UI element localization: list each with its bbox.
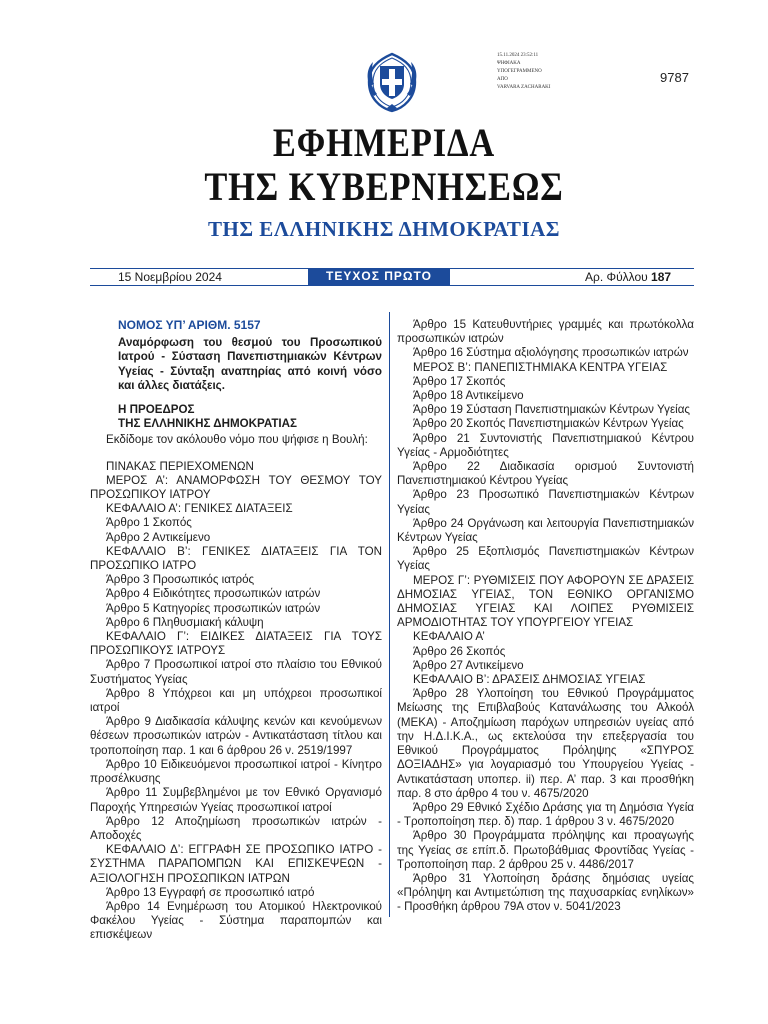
- toc-entry: Άρθρο 2 Αντικείμενο: [106, 530, 211, 544]
- toc-entry: Άρθρο 29 Εθνικό Σχέδιο Δράσης για τη Δημόσια Υγεία - Τροποποίηση περ. δ) παρ. 1 άρθρου 3 ν. 4675/2020: [397, 800, 694, 829]
- toc-entry: Άρθρο 17 Σκοπός: [413, 374, 506, 388]
- toc-entry: ΚΕΦΑΛΑΙΟ Α’: [413, 630, 485, 644]
- toc-entry: Άρθρο 31 Υλοποίηση δράσης δημόσιας υγείας «Πρόληψη και Αντιμετώπιση της παχυσαρκίας ενηλίκων» - Προσθήκη άρθρου 79Α στον ν. 5041/2023: [397, 871, 694, 914]
- toc-entry: Άρθρο 5 Κατηγορίες προσωπικών ιατρών: [106, 601, 321, 615]
- gazette-subtitle: ΤΗΣ ΕΛΛΗΝΙΚΗΣ ΔΗΜΟΚΡΑΤΙΑΣ: [207, 217, 561, 241]
- sheet-number-label: Αρ. Φύλλου: [585, 270, 648, 284]
- toc-entry: ΜΕΡΟΣ Γ’: ΡΥΘΜΙΣΕΙΣ ΠΟΥ ΑΦΟΡΟΥΝ ΣΕ ΔΡΑΣΕΙΣ ΔΗΜΟΣΙΑΣ ΥΓΕΙΑΣ, ΤΟΝ ΕΘΝΙΚΟ ΟΡΓΑΝΙΣΜΟ ΔΗΜΟΣΙΑΣ ΥΓΕΙΑΣ ΚΑΙ ΛΟΙΠΕΣ ΡΥΘΜΙΣΕΙΣ ΑΡΜΟΔΙΟΤΗΤΑΣ ΤΟΥ ΥΠΟΥΡΓΕΙΟΥ ΥΓΕΙΑΣ: [397, 573, 694, 630]
- toc-heading: ΠΙΝΑΚΑΣ ΠΕΡΙΕΧΟΜΕΝΩΝ: [106, 459, 254, 473]
- law-number: ΝΟΜΟΣ ΥΠ’ ΑΡΙΘΜ. 5157: [118, 318, 261, 332]
- issue-date: 15 Νοεμβρίου 2024: [118, 270, 222, 284]
- enactment-clause: Εκδίδομε τον ακόλουθο νόμο που ψήφισε η Βουλή:: [106, 433, 368, 447]
- toc-entry: ΚΕΦΑΛΑΙΟ Δ’: ΕΓΓΡΑΦΗ ΣΕ ΠΡΟΣΩΠΙΚΟ ΙΑΤΡΟ - ΣΥΣΤΗΜΑ ΠΑΡΑΠΟΜΠΩΝ ΚΑΙ ΕΠΙΣΚΕΨΕΩΝ - ΑΞΙΟΛΟΓΗΣΗ ΠΡΟΣΩΠΙΚΩΝ ΙΑΤΡΩΝ: [90, 843, 382, 885]
- toc-entry: ΜΕΡΟΣ Β’: ΠΑΝΕΠΙΣΤΗΜΙΑΚΑ ΚΕΝΤΡΑ ΥΓΕΙΑΣ: [413, 360, 668, 374]
- toc-entry: Άρθρο 15 Κατευθυντήριες γραμμές και πρωτόκολλα προσωπικών ιατρών: [397, 318, 694, 346]
- stamp-line: ΨΗΦΙΑΚΑ: [497, 61, 521, 66]
- toc-entry: ΚΕΦΑΛΑΙΟ Α’: ΓΕΝΙΚΕΣ ΔΙΑΤΑΞΕΙΣ: [106, 502, 293, 516]
- stamp-line: ΑΠΟ: [497, 77, 508, 82]
- stamp-line: VARVARA ZACHARAKI: [497, 85, 551, 90]
- president-heading-line2: ΤΗΣ ΕΛΛΗΝΙΚΗΣ ΔΗΜΟΚΡΑΤΙΑΣ: [118, 417, 297, 431]
- toc-entry: Άρθρο 11 Συμβεβλημένοι με τον Εθνικό Οργανισμό Παροχής Υπηρεσιών Υγείας προσωπικοί ιατροί: [90, 786, 382, 814]
- law-title: Αναμόρφωση του θεσμού του Προσωπικού Ιατρού - Σύσταση Πανεπιστημιακών Κέντρων Υγείας - Σύνταξη αναπηρίας από κοινή νόσο και άλλες διατάξεις.: [118, 336, 382, 392]
- toc-entry: Άρθρο 21 Συντονιστής Πανεπιστημιακού Κέντρου Υγείας - Αρμοδιότητες: [397, 431, 694, 459]
- toc-entry: Άρθρο 7 Προσωπικοί ιατροί στο πλαίσιο του Εθνικού Συστήματος Υγείας: [90, 658, 382, 686]
- toc-entry: Άρθρο 16 Σύστημα αξιολόγησης προσωπικών ιατρών: [413, 346, 689, 360]
- toc-entry: Άρθρο 13 Εγγραφή σε προσωπικό ιατρό: [106, 885, 315, 899]
- toc-entry: Άρθρο 14 Ενημέρωση του Ατομικού Ηλεκτρονικού Φακέλου Υγείας - Σύστημα παραπομπών και επισκέψεων: [90, 899, 382, 942]
- issue-bar-bottom-rule: [90, 285, 694, 286]
- toc-entry: Άρθρο 27 Αντικείμενο: [413, 658, 524, 672]
- toc-entry: Άρθρο 24 Οργάνωση και λειτουργία Πανεπιστημιακών Κέντρων Υγείας: [397, 516, 694, 545]
- gazette-title-line2: ΤΗΣ ΚΥΒΕΡΝΗΣΕΩΣ: [204, 164, 564, 209]
- toc-entry: Άρθρο 8 Υπόχρεοι και μη υπόχρεοι προσωπικοί ιατροί: [90, 686, 382, 715]
- toc-entry: ΚΕΦΑΛΑΙΟ Β’: ΓΕΝΙΚΕΣ ΔΙΑΤΑΞΕΙΣ ΓΙΑ ΤΟΝ ΠΡΟΣΩΠΙΚΟ ΙΑΤΡΟ: [90, 544, 382, 573]
- gazette-title-line1: ΕΦΗΜΕΡΙΔΑ: [272, 120, 496, 165]
- toc-entry: ΜΕΡΟΣ Α’: ΑΝΑΜΟΡΦΩΣΗ ΤΟΥ ΘΕΣΜΟΥ ΤΟΥ ΠΡΟΣΩΠΙΚΟΥ ΙΑΤΡΟΥ: [90, 473, 382, 502]
- left-column: [90, 318, 382, 943]
- sheet-number: [585, 270, 671, 284]
- toc-entry: Άρθρο 25 Εξοπλισμός Πανεπιστημιακών Κέντρων Υγείας: [397, 545, 694, 573]
- toc-entry: Άρθρο 12 Αποζημίωση προσωπικών ιατρών - Αποδοχές: [90, 814, 382, 842]
- stamp-line: ΥΠΟΓΕΓΡΑΜΜΕΝΟ: [497, 69, 542, 74]
- toc-entry: Άρθρο 18 Αντικείμενο: [413, 389, 524, 403]
- toc-entry: Άρθρο 26 Σκοπός: [413, 644, 506, 658]
- right-column: [397, 318, 694, 915]
- president-heading-line1: Η ΠΡΟΕΔΡΟΣ: [118, 403, 195, 417]
- toc-entry: Άρθρο 23 Προσωπικό Πανεπιστημιακών Κέντρων Υγείας: [397, 488, 694, 516]
- issue-type-badge: ΤΕΥΧΟΣ ΠΡΩΤΟ: [308, 268, 450, 285]
- toc-entry: ΚΕΦΑΛΑΙΟ Β’: ΔΡΑΣΕΙΣ ΔΗΜΟΣΙΑΣ ΥΓΕΙΑΣ: [413, 673, 646, 687]
- toc-entry: Άρθρο 19 Σύσταση Πανεπιστημιακών Κέντρων Υγείας: [413, 403, 690, 417]
- toc-entry: Άρθρο 4 Ειδικότητες προσωπικών ιατρών: [106, 587, 321, 601]
- toc-entry: Άρθρο 6 Πληθυσμιακή κάλυψη: [106, 615, 264, 629]
- toc-entry: Άρθρο 22 Διαδικασία ορισμού Συντονιστή Πανεπιστημιακού Κέντρου Υγείας: [397, 460, 694, 488]
- toc-entry: Άρθρο 30 Προγράμματα πρόληψης και προαγωγής της Υγείας σε επίπ.δ. Πρωτοβάθμιας Φροντίδας Υγείας - Τροποποίηση παρ. 2 άρθρου 25 ν. 4486/2017: [397, 829, 694, 871]
- toc-entry: Άρθρο 3 Προσωπικός ιατρός: [106, 573, 255, 587]
- toc-entry: Άρθρο 28 Υλοποίηση του Εθνικού Προγράμματος Μείωσης της Επιβλαβούς Κατανάλωσης του Αλκοόλ (ΜΕΚΑ) - Αποζημίωση παρόχων υπηρεσιών υγείας από την Η.Δ.Ι.Κ.Α., ως εκτελούσα την επεξεργασία του Εθνικού Προγράμματος Πρόληψης «ΣΠΥΡΟΣ ΔΟΞΙΑΔΗΣ» για λογαριασμό του Υπουργείου Υγείας - Αντικατάσταση υποπερ. ii) περ. Α’ παρ. 3 και προσθήκη παρ. 8 στο άρθρο 4 του ν. 4675/2020: [397, 687, 694, 800]
- column-divider: [389, 312, 390, 917]
- greek-coat-of-arms-emblem: [360, 48, 424, 114]
- toc-entry: Άρθρο 10 Ειδικευόμενοι προσωπικοί ιατροί - Κίνητρο προσέλκυσης: [90, 757, 382, 786]
- sheet-number-value: 187: [651, 270, 672, 284]
- page-number: 9787: [660, 70, 689, 85]
- toc-entry: Άρθρο 1 Σκοπός: [106, 516, 192, 530]
- digital-signature-stamp: [497, 52, 587, 92]
- toc-entry: ΚΕΦΑΛΑΙΟ Γ’: ΕΙΔΙΚΕΣ ΔΙΑΤΑΞΕΙΣ ΓΙΑ ΤΟΥΣ ΠΡΟΣΩΠΙΚΟΥΣ ΙΑΤΡΟΥΣ: [90, 630, 382, 658]
- stamp-timestamp: 15.11.2024 23:52:11: [497, 53, 539, 58]
- toc-entry: Άρθρο 20 Σκοπός Πανεπιστημιακών Κέντρων Υγείας: [413, 417, 684, 431]
- toc-entry: Άρθρο 9 Διαδικασία κάλυψης κενών και κενούμενων θέσεων προσωπικών ιατρών - Αντικατάσταση τίτλου και τροποποίηση παρ. 1 και 6 άρθρου 26 ν. 2519/1997: [90, 715, 382, 757]
